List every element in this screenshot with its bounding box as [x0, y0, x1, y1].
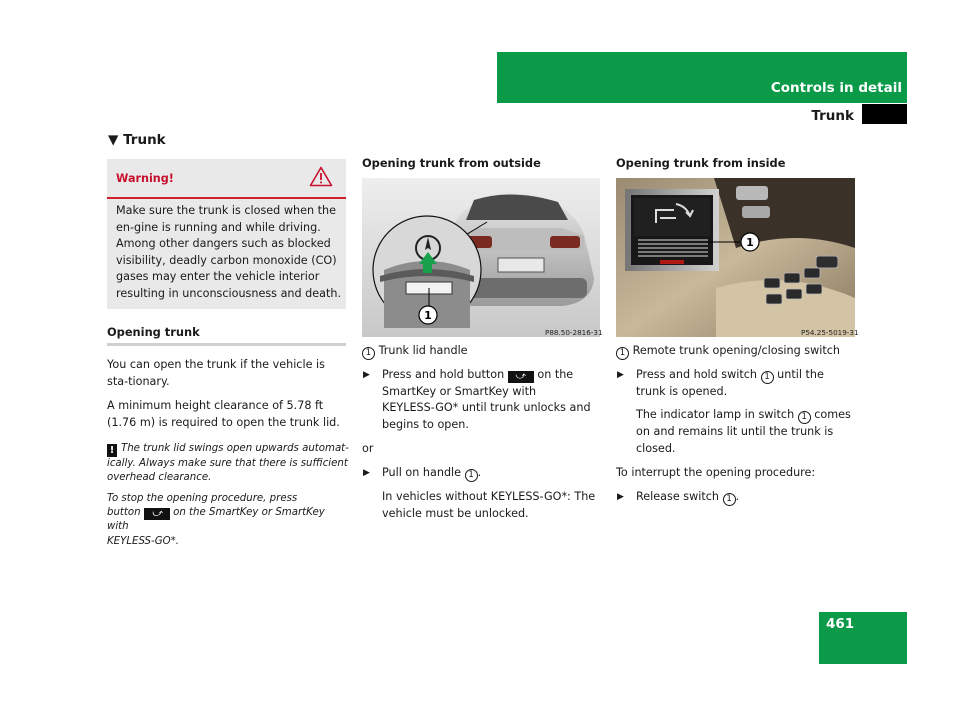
note-line [107, 506, 349, 534]
outside-legend [362, 343, 468, 360]
callout-1-icon: 1 [616, 347, 629, 360]
callout-1-icon: 1 [798, 411, 811, 424]
warning-text: Make sure the trunk is closed when the en-gine is running and while driving. Among other dangers such as blocked visibility, deadly carbon monoxide (CO) gases may enter the vehicle interior resulting in unconsciousness and death. [116, 204, 342, 300]
step-text: Press and hold button [382, 368, 505, 381]
step-text: The indicator lamp in switch [636, 408, 795, 421]
warning-divider [107, 197, 346, 199]
step-text: KEYLESS-GO* until trunk unlocks and [382, 401, 591, 414]
trunk-button-icon: ⤻ [144, 508, 170, 520]
header-subtitle: Trunk [811, 108, 854, 124]
outside-callout-number: 1 [424, 309, 432, 322]
section-title: ▼ Trunk [108, 132, 166, 148]
step-text: Release switch [636, 490, 719, 503]
outside-trunk-image [362, 178, 600, 337]
step-text: on the [537, 368, 574, 381]
callout-1-icon: 1 [465, 469, 478, 482]
step-text: Press and hold switch [636, 368, 758, 381]
inside-heading: Opening trunk from inside [616, 156, 786, 170]
outside-step-2 [382, 465, 481, 482]
inside-step-2 [636, 489, 739, 506]
inside-legend [616, 343, 840, 360]
warning-label: Warning! [116, 172, 174, 185]
inside-switch-image [616, 178, 855, 337]
header-tab-marker [862, 104, 907, 124]
warning-triangle-icon [309, 166, 333, 191]
note-text: The trunk lid swings open upwards automat-ically. Always make sure that there is sufficient overhead clearance. [107, 443, 349, 484]
note-line: To stop the opening procedure, press [107, 493, 298, 504]
opening-trunk-paragraph-1: You can open the trunk if the vehicle is sta-tionary. [107, 358, 325, 388]
inside-interrupt-text: To interrupt the opening procedure: [616, 466, 816, 479]
outside-heading: Opening trunk from outside [362, 156, 541, 170]
note-line: In vehicles without KEYLESS-GO*: The [382, 490, 596, 503]
callout-1-icon: 1 [362, 347, 375, 360]
callout-1-icon: 1 [761, 371, 774, 384]
step-text: . [735, 490, 740, 503]
legend-text: Trunk lid handle [378, 344, 468, 357]
step-text: Pull on handle [382, 466, 462, 479]
callout-1-icon: 1 [723, 493, 736, 506]
note-text: button [107, 507, 141, 519]
note-stop-opening [107, 492, 349, 549]
bullet-arrow-icon: ▶ [617, 370, 624, 380]
step-text: closed. [636, 441, 676, 455]
step-text: comes [814, 408, 851, 421]
legend-text: Remote trunk opening/closing switch [632, 344, 840, 357]
outside-image-code: P88.50-2816-31 [545, 328, 603, 337]
step-text: begins to open. [382, 417, 469, 431]
note-text: on the SmartKey or SmartKey with [107, 507, 325, 533]
step-text: SmartKey or SmartKey with [382, 384, 537, 398]
bullet-arrow-icon: ▶ [363, 468, 370, 478]
inside-step-1 [636, 367, 861, 401]
opening-trunk-paragraph-2: A minimum height clearance of 5.78 ft (1.76 m) is required to open the trunk lid. [107, 399, 340, 429]
inside-callout-number: 1 [746, 236, 754, 249]
outside-note [382, 489, 607, 522]
note-line: KEYLESS-GO*. [107, 535, 179, 547]
heading-rule [107, 343, 346, 346]
note-line: vehicle must be unlocked. [382, 506, 529, 520]
page-number: 461 [826, 616, 855, 632]
header-title: Controls in detail [770, 80, 902, 96]
step-text: . [477, 466, 482, 479]
step-text: on and remains lit until the trunk is [636, 425, 834, 438]
inside-indicator-text [636, 407, 861, 457]
trunk-button-icon: ⤻ [508, 371, 534, 383]
step-text: until the [777, 368, 824, 381]
opening-trunk-heading: Opening trunk [107, 325, 200, 339]
note-exclamation-icon: ! [107, 444, 117, 457]
bullet-arrow-icon: ▶ [617, 492, 624, 502]
bullet-arrow-icon: ▶ [363, 370, 370, 380]
or-text: or [362, 442, 374, 455]
inside-image-code: P54.25-5019-31 [801, 328, 859, 337]
note-overhead-clearance [107, 442, 349, 485]
step-text: trunk is opened. [636, 385, 728, 398]
outside-step-1 [382, 367, 607, 433]
